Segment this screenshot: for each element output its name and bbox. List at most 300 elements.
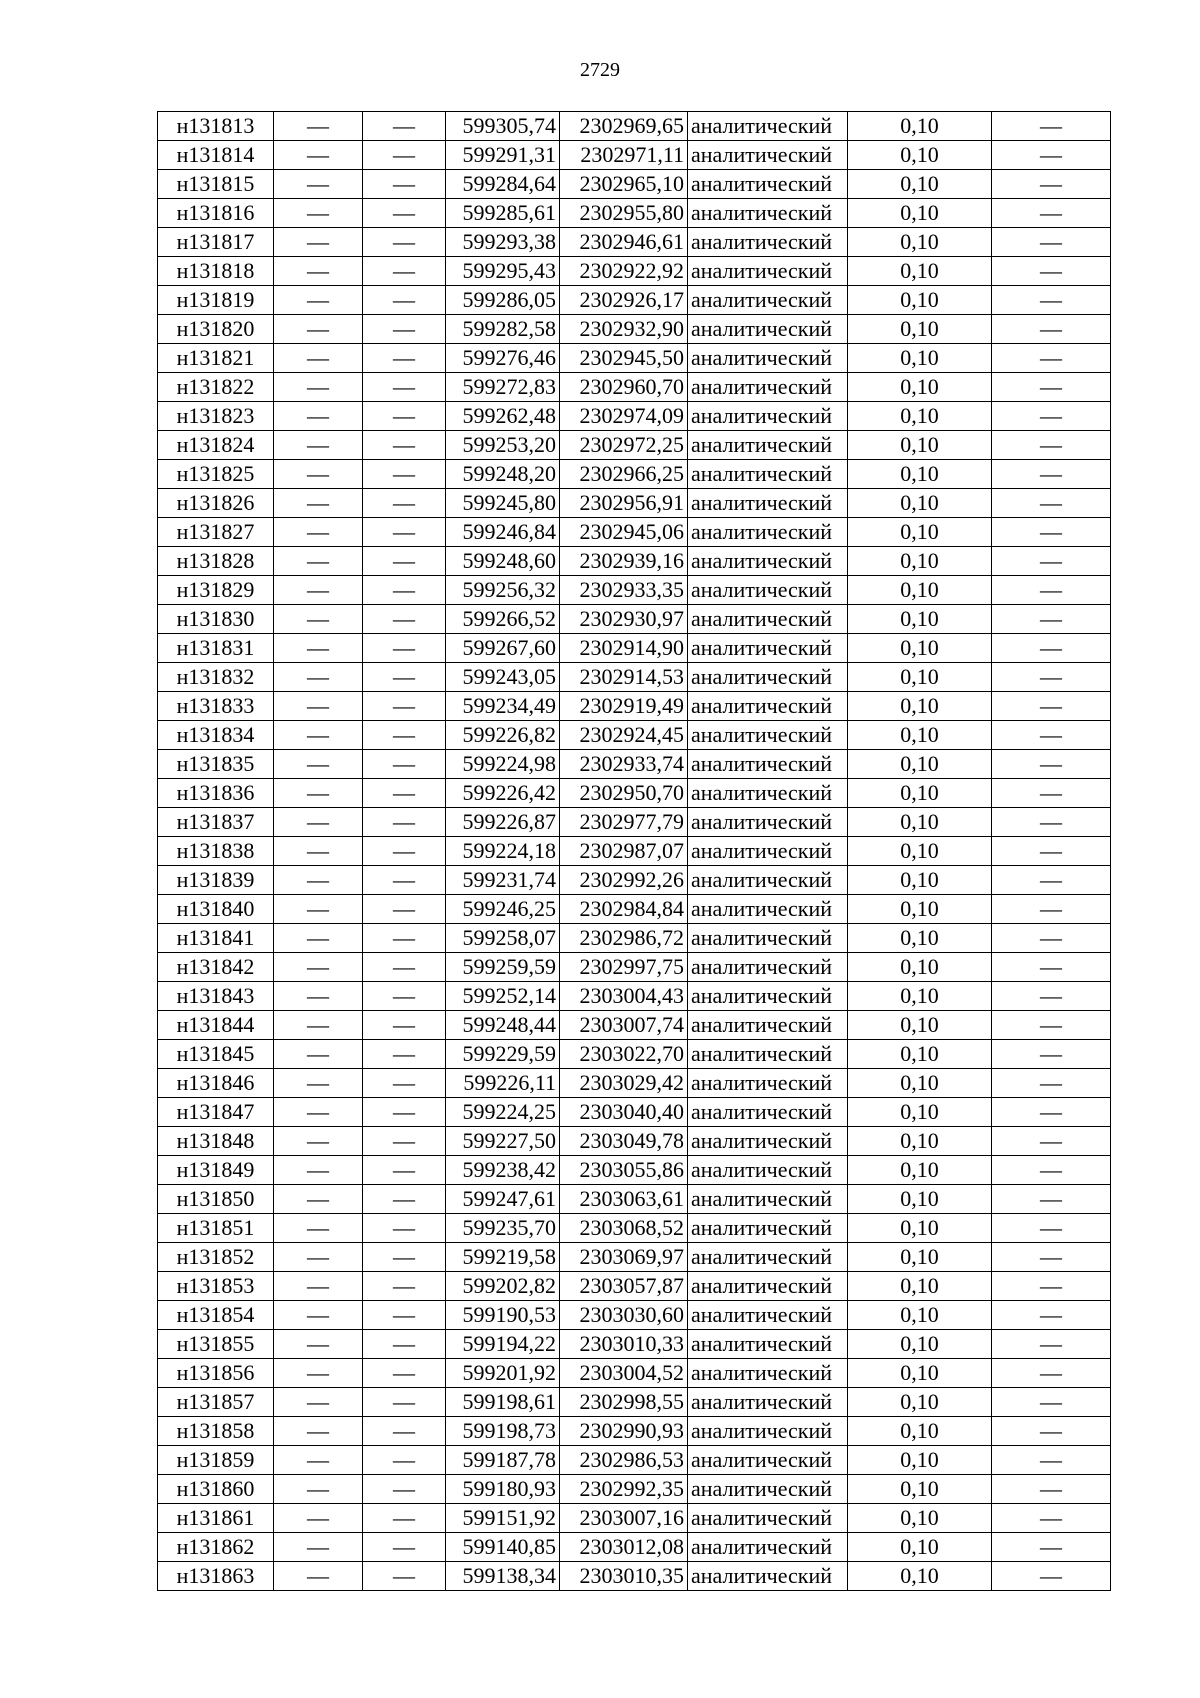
old-x-cell: — [274,141,363,170]
accuracy-cell: 0,10 [848,1533,992,1562]
x-coordinate-cell: 599267,60 [446,634,560,663]
description-cell: — [992,489,1111,518]
point-id-cell: н131820 [158,315,274,344]
y-coordinate-cell: 2303063,61 [560,1185,688,1214]
method-cell: аналитический [688,170,848,199]
description-cell: — [992,808,1111,837]
old-y-cell: — [363,924,446,953]
description-cell: — [992,460,1111,489]
description-cell: — [992,576,1111,605]
method-cell: аналитический [688,779,848,808]
table-row [158,1185,1111,1214]
old-y-cell: — [363,779,446,808]
table-row [158,1301,1111,1330]
method-cell: аналитический [688,634,848,663]
table-row [158,1388,1111,1417]
point-id-cell: н131854 [158,1301,274,1330]
description-cell: — [992,895,1111,924]
description-cell: — [992,286,1111,315]
old-x-cell: — [274,1011,363,1040]
point-id-cell: н131829 [158,576,274,605]
accuracy-cell: 0,10 [848,286,992,315]
method-cell: аналитический [688,953,848,982]
old-y-cell: — [363,1069,446,1098]
accuracy-cell: 0,10 [848,1272,992,1301]
description-cell: — [992,1214,1111,1243]
old-x-cell: — [274,1040,363,1069]
old-y-cell: — [363,344,446,373]
description-cell: — [992,1185,1111,1214]
method-cell: аналитический [688,489,848,518]
table-row [158,1359,1111,1388]
old-y-cell: — [363,518,446,547]
y-coordinate-cell: 2302950,70 [560,779,688,808]
table-row [158,1475,1111,1504]
description-cell: — [992,344,1111,373]
accuracy-cell: 0,10 [848,1214,992,1243]
method-cell: аналитический [688,1359,848,1388]
x-coordinate-cell: 599190,53 [446,1301,560,1330]
old-x-cell: — [274,982,363,1011]
accuracy-cell: 0,10 [848,1127,992,1156]
x-coordinate-cell: 599224,18 [446,837,560,866]
point-id-cell: н131840 [158,895,274,924]
point-id-cell: н131843 [158,982,274,1011]
y-coordinate-cell: 2303049,78 [560,1127,688,1156]
method-cell: аналитический [688,866,848,895]
accuracy-cell: 0,10 [848,1446,992,1475]
point-id-cell: н131816 [158,199,274,228]
method-cell: аналитический [688,1156,848,1185]
old-x-cell: — [274,344,363,373]
y-coordinate-cell: 2302986,53 [560,1446,688,1475]
old-y-cell: — [363,1301,446,1330]
y-coordinate-cell: 2303040,40 [560,1098,688,1127]
y-coordinate-cell: 2302965,10 [560,170,688,199]
y-coordinate-cell: 2303012,08 [560,1533,688,1562]
description-cell: — [992,1388,1111,1417]
y-coordinate-cell: 2302956,91 [560,489,688,518]
method-cell: аналитический [688,692,848,721]
old-x-cell: — [274,228,363,257]
point-id-cell: н131839 [158,866,274,895]
point-id-cell: н131824 [158,431,274,460]
old-y-cell: — [363,1446,446,1475]
old-x-cell: — [274,1533,363,1562]
table-row [158,1243,1111,1272]
y-coordinate-cell: 2302945,50 [560,344,688,373]
point-id-cell: н131857 [158,1388,274,1417]
old-x-cell: — [274,199,363,228]
old-x-cell: — [274,721,363,750]
old-y-cell: — [363,402,446,431]
old-x-cell: — [274,1272,363,1301]
point-id-cell: н131861 [158,1504,274,1533]
x-coordinate-cell: 599226,42 [446,779,560,808]
table-row [158,1011,1111,1040]
old-x-cell: — [274,1504,363,1533]
point-id-cell: н131859 [158,1446,274,1475]
old-x-cell: — [274,1475,363,1504]
description-cell: — [992,547,1111,576]
accuracy-cell: 0,10 [848,112,992,141]
method-cell: аналитический [688,1272,848,1301]
old-y-cell: — [363,460,446,489]
table-row [158,663,1111,692]
description-cell: — [992,1069,1111,1098]
accuracy-cell: 0,10 [848,402,992,431]
point-id-cell: н131852 [158,1243,274,1272]
old-y-cell: — [363,663,446,692]
accuracy-cell: 0,10 [848,1504,992,1533]
method-cell: аналитический [688,837,848,866]
description-cell: — [992,373,1111,402]
old-y-cell: — [363,576,446,605]
x-coordinate-cell: 599262,48 [446,402,560,431]
description-cell: — [992,170,1111,199]
method-cell: аналитический [688,1214,848,1243]
description-cell: — [992,779,1111,808]
method-cell: аналитический [688,895,848,924]
method-cell: аналитический [688,1011,848,1040]
old-x-cell: — [274,692,363,721]
description-cell: — [992,1504,1111,1533]
accuracy-cell: 0,10 [848,750,992,779]
description-cell: — [992,982,1111,1011]
point-id-cell: н131831 [158,634,274,663]
description-cell: — [992,750,1111,779]
old-x-cell: — [274,1417,363,1446]
point-id-cell: н131850 [158,1185,274,1214]
accuracy-cell: 0,10 [848,1562,992,1591]
description-cell: — [992,1533,1111,1562]
x-coordinate-cell: 599151,92 [446,1504,560,1533]
description-cell: — [992,402,1111,431]
old-x-cell: — [274,1446,363,1475]
method-cell: аналитический [688,518,848,547]
point-id-cell: н131826 [158,489,274,518]
old-y-cell: — [363,1562,446,1591]
description-cell: — [992,953,1111,982]
accuracy-cell: 0,10 [848,1069,992,1098]
y-coordinate-cell: 2303007,74 [560,1011,688,1040]
old-x-cell: — [274,779,363,808]
table-row [158,228,1111,257]
table-row [158,112,1111,141]
accuracy-cell: 0,10 [848,315,992,344]
accuracy-cell: 0,10 [848,170,992,199]
old-x-cell: — [274,634,363,663]
old-y-cell: — [363,1417,446,1446]
old-x-cell: — [274,315,363,344]
point-id-cell: н131849 [158,1156,274,1185]
x-coordinate-cell: 599248,60 [446,547,560,576]
old-y-cell: — [363,808,446,837]
y-coordinate-cell: 2303004,43 [560,982,688,1011]
table-row [158,344,1111,373]
accuracy-cell: 0,10 [848,692,992,721]
old-x-cell: — [274,402,363,431]
old-y-cell: — [363,866,446,895]
description-cell: — [992,1562,1111,1591]
x-coordinate-cell: 599180,93 [446,1475,560,1504]
point-id-cell: н131814 [158,141,274,170]
table-row [158,1156,1111,1185]
method-cell: аналитический [688,547,848,576]
table-row [158,982,1111,1011]
method-cell: аналитический [688,344,848,373]
old-x-cell: — [274,1243,363,1272]
method-cell: аналитический [688,1417,848,1446]
old-y-cell: — [363,1388,446,1417]
method-cell: аналитический [688,1069,848,1098]
old-y-cell: — [363,1214,446,1243]
accuracy-cell: 0,10 [848,982,992,1011]
old-y-cell: — [363,1156,446,1185]
x-coordinate-cell: 599276,46 [446,344,560,373]
x-coordinate-cell: 599229,59 [446,1040,560,1069]
x-coordinate-cell: 599140,85 [446,1533,560,1562]
method-cell: аналитический [688,1185,848,1214]
table-row [158,1446,1111,1475]
y-coordinate-cell: 2302933,35 [560,576,688,605]
point-id-cell: н131860 [158,1475,274,1504]
accuracy-cell: 0,10 [848,518,992,547]
old-x-cell: — [274,1156,363,1185]
y-coordinate-cell: 2302933,74 [560,750,688,779]
x-coordinate-cell: 599226,87 [446,808,560,837]
point-id-cell: н131823 [158,402,274,431]
point-id-cell: н131825 [158,460,274,489]
old-y-cell: — [363,692,446,721]
method-cell: аналитический [688,1098,848,1127]
old-y-cell: — [363,1243,446,1272]
accuracy-cell: 0,10 [848,779,992,808]
accuracy-cell: 0,10 [848,344,992,373]
table-row [158,1417,1111,1446]
table-row [158,431,1111,460]
x-coordinate-cell: 599266,52 [446,605,560,634]
point-id-cell: н131817 [158,228,274,257]
accuracy-cell: 0,10 [848,1243,992,1272]
x-coordinate-cell: 599285,61 [446,199,560,228]
table-row [158,1272,1111,1301]
accuracy-cell: 0,10 [848,1417,992,1446]
method-cell: аналитический [688,1040,848,1069]
x-coordinate-cell: 599256,32 [446,576,560,605]
method-cell: аналитический [688,982,848,1011]
y-coordinate-cell: 2302930,97 [560,605,688,634]
accuracy-cell: 0,10 [848,1388,992,1417]
point-id-cell: н131833 [158,692,274,721]
y-coordinate-cell: 2302971,11 [560,141,688,170]
x-coordinate-cell: 599286,05 [446,286,560,315]
description-cell: — [992,1243,1111,1272]
x-coordinate-cell: 599258,07 [446,924,560,953]
y-coordinate-cell: 2303010,35 [560,1562,688,1591]
method-cell: аналитический [688,808,848,837]
point-id-cell: н131851 [158,1214,274,1243]
x-coordinate-cell: 599248,44 [446,1011,560,1040]
old-x-cell: — [274,924,363,953]
table-row [158,953,1111,982]
old-x-cell: — [274,953,363,982]
old-y-cell: — [363,1533,446,1562]
y-coordinate-cell: 2302966,25 [560,460,688,489]
method-cell: аналитический [688,199,848,228]
y-coordinate-cell: 2303055,86 [560,1156,688,1185]
table-row [158,750,1111,779]
accuracy-cell: 0,10 [848,1359,992,1388]
point-id-cell: н131827 [158,518,274,547]
table-row [158,547,1111,576]
x-coordinate-cell: 599198,73 [446,1417,560,1446]
table-row [158,286,1111,315]
y-coordinate-cell: 2302984,84 [560,895,688,924]
table-row [158,518,1111,547]
x-coordinate-cell: 599284,64 [446,170,560,199]
method-cell: аналитический [688,402,848,431]
accuracy-cell: 0,10 [848,547,992,576]
description-cell: — [992,1417,1111,1446]
method-cell: аналитический [688,1562,848,1591]
accuracy-cell: 0,10 [848,141,992,170]
y-coordinate-cell: 2303007,16 [560,1504,688,1533]
old-y-cell: — [363,750,446,779]
y-coordinate-cell: 2302932,90 [560,315,688,344]
old-y-cell: — [363,1272,446,1301]
description-cell: — [992,1156,1111,1185]
x-coordinate-cell: 599295,43 [446,257,560,286]
point-id-cell: н131845 [158,1040,274,1069]
table-row [158,315,1111,344]
old-x-cell: — [274,373,363,402]
table-row [158,808,1111,837]
table-row [158,1504,1111,1533]
method-cell: аналитический [688,1475,848,1504]
accuracy-cell: 0,10 [848,373,992,402]
old-y-cell: — [363,170,446,199]
old-x-cell: — [274,1185,363,1214]
old-x-cell: — [274,1127,363,1156]
old-y-cell: — [363,373,446,402]
method-cell: аналитический [688,228,848,257]
x-coordinate-cell: 599224,25 [446,1098,560,1127]
x-coordinate-cell: 599252,14 [446,982,560,1011]
accuracy-cell: 0,10 [848,1330,992,1359]
description-cell: — [992,1446,1111,1475]
accuracy-cell: 0,10 [848,895,992,924]
y-coordinate-cell: 2302960,70 [560,373,688,402]
point-id-cell: н131858 [158,1417,274,1446]
accuracy-cell: 0,10 [848,1098,992,1127]
table-body [158,112,1111,1591]
point-id-cell: н131844 [158,1011,274,1040]
table-row [158,1069,1111,1098]
accuracy-cell: 0,10 [848,721,992,750]
y-coordinate-cell: 2302926,17 [560,286,688,315]
point-id-cell: н131821 [158,344,274,373]
old-x-cell: — [274,1562,363,1591]
old-y-cell: — [363,112,446,141]
old-x-cell: — [274,1330,363,1359]
x-coordinate-cell: 599259,59 [446,953,560,982]
point-id-cell: н131822 [158,373,274,402]
table-row [158,141,1111,170]
old-x-cell: — [274,1098,363,1127]
table-row [158,634,1111,663]
method-cell: аналитический [688,721,848,750]
accuracy-cell: 0,10 [848,924,992,953]
accuracy-cell: 0,10 [848,837,992,866]
old-y-cell: — [363,1098,446,1127]
old-y-cell: — [363,199,446,228]
accuracy-cell: 0,10 [848,866,992,895]
description-cell: — [992,924,1111,953]
x-coordinate-cell: 599293,38 [446,228,560,257]
table-row [158,605,1111,634]
old-y-cell: — [363,286,446,315]
x-coordinate-cell: 599243,05 [446,663,560,692]
old-x-cell: — [274,489,363,518]
x-coordinate-cell: 599253,20 [446,431,560,460]
accuracy-cell: 0,10 [848,1475,992,1504]
method-cell: аналитический [688,112,848,141]
description-cell: — [992,518,1111,547]
table-row [158,895,1111,924]
y-coordinate-cell: 2303010,33 [560,1330,688,1359]
point-id-cell: н131847 [158,1098,274,1127]
method-cell: аналитический [688,373,848,402]
description-cell: — [992,315,1111,344]
y-coordinate-cell: 2302914,53 [560,663,688,692]
old-x-cell: — [274,1214,363,1243]
y-coordinate-cell: 2302998,55 [560,1388,688,1417]
point-id-cell: н131837 [158,808,274,837]
table-row [158,721,1111,750]
method-cell: аналитический [688,315,848,344]
x-coordinate-cell: 599235,70 [446,1214,560,1243]
accuracy-cell: 0,10 [848,576,992,605]
old-y-cell: — [363,895,446,924]
old-y-cell: — [363,1475,446,1504]
y-coordinate-cell: 2303022,70 [560,1040,688,1069]
x-coordinate-cell: 599282,58 [446,315,560,344]
old-x-cell: — [274,808,363,837]
table-row [158,866,1111,895]
y-coordinate-cell: 2303029,42 [560,1069,688,1098]
x-coordinate-cell: 599227,50 [446,1127,560,1156]
old-x-cell: — [274,837,363,866]
description-cell: — [992,228,1111,257]
description-cell: — [992,1098,1111,1127]
y-coordinate-cell: 2302977,79 [560,808,688,837]
point-id-cell: н131838 [158,837,274,866]
table-row [158,460,1111,489]
old-x-cell: — [274,547,363,576]
old-y-cell: — [363,489,446,518]
accuracy-cell: 0,10 [848,634,992,663]
description-cell: — [992,112,1111,141]
x-coordinate-cell: 599219,58 [446,1243,560,1272]
accuracy-cell: 0,10 [848,460,992,489]
old-y-cell: — [363,605,446,634]
description-cell: — [992,634,1111,663]
x-coordinate-cell: 599247,61 [446,1185,560,1214]
x-coordinate-cell: 599291,31 [446,141,560,170]
old-x-cell: — [274,866,363,895]
description-cell: — [992,721,1111,750]
